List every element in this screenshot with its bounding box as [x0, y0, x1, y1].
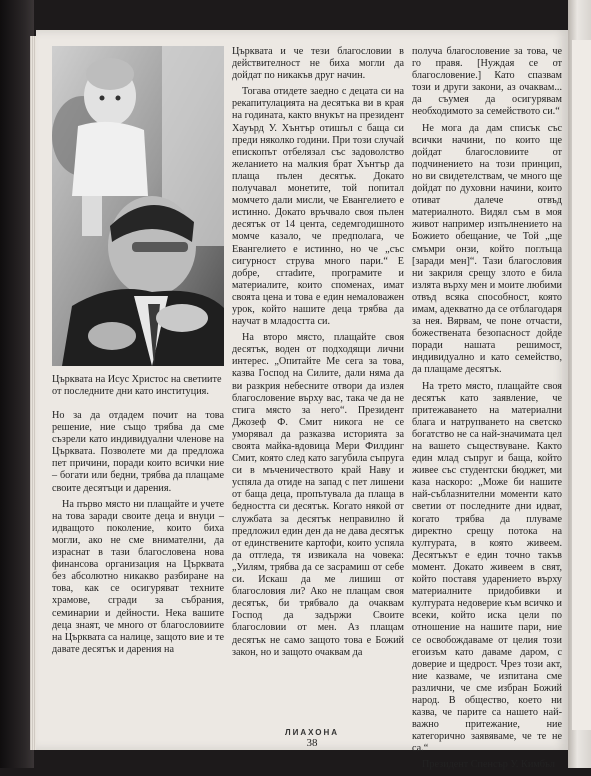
- paragraph: Тогава отидете заедно с децата си на рекапитулацията на десятъка ви в края на годината, както внукът на президент Хауърд У. Хънтър отишъл с баща си преди няколко години. При този случай епископът отбелязал със задоволство желанието на малкия брат Хънтър да плаща пълен десятък. Докато получавал монетите, той попитал момчето дали мисли, че Евангелието е истинно. Докато връчвало своя пълен десятък от 14 цента, седемгодишното момче казало, че предполага, че Евангелието е истинно, но че „със сигурност струва много пари.“ Е добре, сгradите, програмите и материалите, които споменах, имат своята цена и това е един немаловажен урок, който нашите деца трябва да научат в младостта си.: [232, 86, 404, 328]
- paragraph: На първо място ни плащайте и учете на това заради своите деца и внуци – идващото поколение, които биха могли, ако не сме внимателни, да израснат в тази благословена нова финансова организация на Църквата без абсолютно никакво разбиране на това, как се осигуряват техните храмове, сгради за събрания, семинарии и дейности. Нека вашите деца знаят, че много от благословиите на Църквата са налице, защото вие и те давате десятък и дарения на: [52, 498, 224, 655]
- book-spine: [0, 0, 34, 768]
- paragraph: Президент Спенсър У. Кимбъл: [422, 759, 555, 771]
- text-column-3: [412, 46, 562, 776]
- paragraph: Църквата и че тези благословии в действителност не биха могли да дойдат по никакъв друг начин.: [232, 46, 404, 82]
- paragraph: На второ място, плащайте своя десятък, воден от подходящи лични интерес. „Опитайте Ме сега за това, казва Господ на Силите, дали няма да ви разкрия небесните отвори да излея благословение върху вас, така че да не стига място за него“. Президент Джозеф Ф. Смит никога не се уморявал да разказва историята за своята майка-вдовица Мери Филдинг Смит, която след като загубила съпруга си в мъченичеството край Наву и успяла да отиде на запад с пет лишени от баща деца, пропътувала да плаща в бедността си десятък. Когато някой от службата за десятък неправилно й предложил един ден да не дава десятък от единствените картофи, които успяла да отгледа, тя извикала на човека: „Уилям, трябва да се засрамиш от себе си. Искаш да ме лишиш от благословия ли? Ако не плащам своя десятък, би трябвало да очаквам Господ да задържи Своите благословии от мен. Аз плащам десятък не само защото това е Божий закон, но и защото очаквам да: [232, 332, 404, 658]
- facing-page-edge: [568, 0, 591, 768]
- paragraph: Но за да отдадем почит на това решение, ние също трябва да сме съзрели като индивидуални членове на Църквата. Позволете ми да предложа пет причини, поради които всички ние – богати или бедни, трябва да плащаме своите десятъци и дарения.: [52, 410, 224, 494]
- text-column-2: [232, 46, 404, 663]
- paragraph: Не могa да дам списък със всички начини, по които ще дойдат благословиите от подчинението на този принцип, но ви свидетелствам, че много ще дойдат по духовни начини, които отиват далече отвъд материалното. Видял съм в моя живот например изпълнението на Божието обещание, че Той „ще смъмри онзи, който поглъща [заради мен]“. Тази благословия ни закриля срещу злото е била излята върху мен и моите любими отвъд всяка способност, която имам, адекватно да се отблагодаря за нея. Вярвам, че поне отчасти, божествената безопасност дойде поради нашата решимост, индивидуално и като семейство, да плащаме десятък.: [412, 122, 562, 376]
- page-number: 38: [306, 737, 318, 749]
- father-and-son-photo: [52, 46, 224, 366]
- paragraph: На трето място, плащайте своя десятък като заявление, че притежаването на материални блага и натрупването на светско богатство не са най-значимата цел на вашето съществуване. Както един млад съпруг и баща, който живее със студентски бюджет, ми каза наскоро: „Може би нашите най-съблазнителни моменти като светии от последните дни идват, когато трябва да плуваме директно срещу потока на културата, в която живеем. Десятъкът е един точно такъв момент. Докато живеем в свят, който поставя ударението върху материалните придобивки и културата недоверие към всичко и всеки, който иска цели по отношение на нашите пари, ние се освобождаваме от целия този егоизъм като даваме даром, с доверие и щедрост. Чрез този акт, ние казваме, че изпитана сме различни, че сме избран Божий народ. В общество, което ни казва, че парите са нашето най-важно притежание, ние категорично заявяваме, че те не са.“: [412, 380, 562, 755]
- paragraph: получа благословение за това, че го правя. [Нуждая се от благословение.] Като спазвам този и други закони, аз очаквам... да съумея да осигурявам необходимото за семейството си.“: [412, 46, 562, 118]
- magazine-title: ЛИАХОНА: [284, 728, 340, 737]
- page-footer: [262, 728, 362, 749]
- text-column-1: [52, 410, 224, 660]
- photo-caption: Църквата на Исус Христос на светиите от последните дни като институция.: [52, 374, 222, 397]
